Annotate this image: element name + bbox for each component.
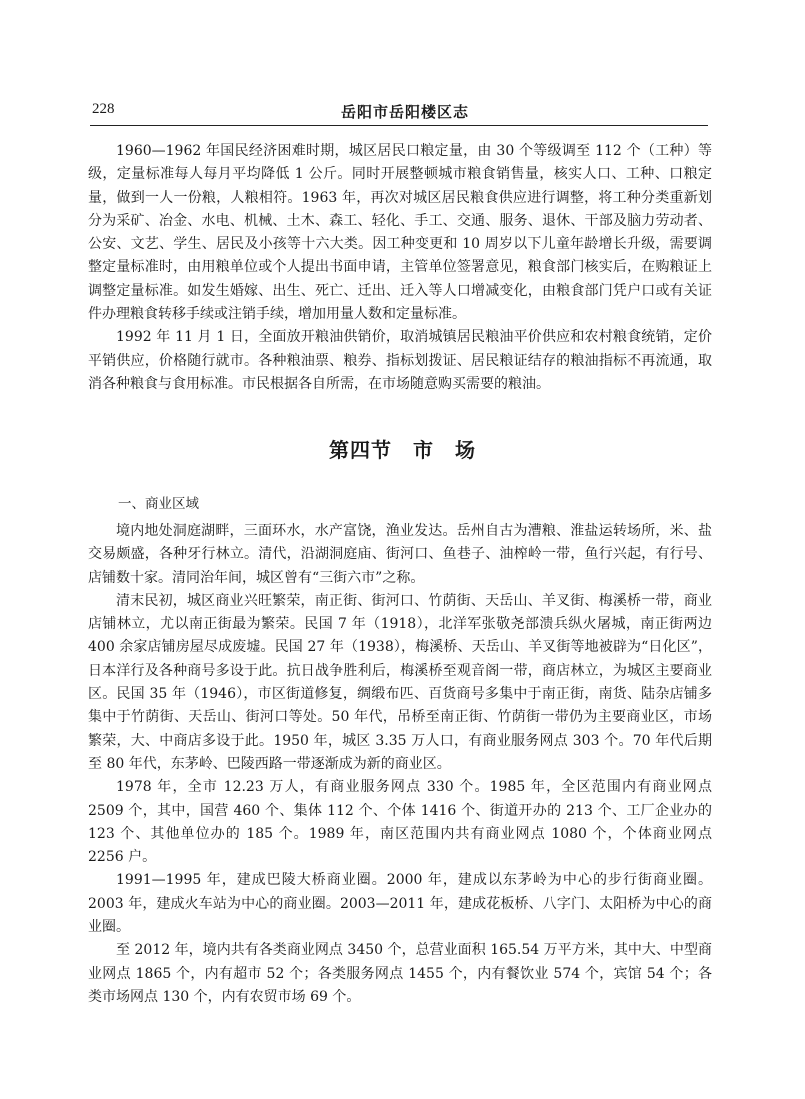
subsection-heading: 一、商业区域 — [118, 496, 199, 512]
page-number: 228 — [92, 101, 115, 117]
paragraph-grain-rationing-1960s: 1960—1962 年国民经济困难时期，城区居民口粮定量，由 30 个等级调至 112 个（工种）等级，定量标准每人每月平均降低 1 公斤。同时开展整顿城市粮食销售量，核实人口、工种、口粮定量，做到一人一份粮，人粮相符。1963 年，再次对城区居民粮食供应进行调整，将工种分类重新划分为采矿、冶金、水电、机械、土木、森工、轻化、手工、交通、服务、退休、干部及脑力劳动者、公安、文艺、学生、居民及小孩等十六大类。因工种变更和 10 周岁以下儿童年龄增长升级，需要调整定量标准时，由用粮单位或个人提出书面申请，主管单位签署意见，粮食部门核实后，在购粮证上调整定量标准。如发生婚嫁、出生、死亡、迁出、迁入等人口增减变化，由粮食部门凭户口或有关证件办理粮食转移手续或注销手续，增加用量人数和定量标准。 — [88, 143, 712, 323]
header-rule — [90, 125, 708, 126]
paragraph-1991-2011: 1991—1995 年，建成巴陵大桥商业圈。2000 年，建成以东茅岭为中心的步行街商业圈。2003 年，建成火车站为中心的商业圈。2003—2011 年，建成花板桥、八字门、太阳桥为中心的商业圈。 — [88, 872, 712, 936]
paragraph-grain-market-1992: 1992 年 11 月 1 日，全面放开粮油供销价，取消城镇居民粮油平价供应和农村粮食统销，定价平销供应，价格随行就市。各种粮油票、粮券、指标划拨证、居民粮证结存的粮油指标不再流通，取消各种粮食与食用标准。市民根据各自所需，在市场随意购买需要的粮油。 — [88, 329, 712, 392]
paragraph-late-qing-republic: 清末民初，城区商业兴旺繁荣，南正街、街河口、竹荫街、天岳山、羊叉街、梅溪桥一带，商业店铺林立，尤以南正街最为繁荣。民国 7 年（1918），北洋军张敬尧部溃兵纵火屠城，南正街两边 400 余家店铺房屋尽成废墟。民国 27 年（1938），梅溪桥、天岳山、羊叉街等地被辟为“日化区”，日本洋行及各种商号多设于此。抗日战争胜利后，梅溪桥至观音阁一带，商店林立，为城区主要商业区。民国 35 年（1946），市区街道修复，绸缎布匹、百货商号多集中于南正街，南货、陆杂店铺多集中于竹荫街、天岳山、街河口等处。50 年代，吊桥至南正街、竹荫街一带仍为主要商业区，市场繁荣，大、中商店多设于此。1950 年，城区 3.35 万人口，有商业服务网点 303 个。70 年代后期至 80 年代，东茅岭、巴陵西路一带逐渐成为新的商业区。 — [88, 592, 712, 772]
running-head: 岳阳市岳阳楼区志 — [341, 103, 470, 121]
commercial-area-text-block — [88, 520, 712, 1009]
intro-text-block — [88, 140, 712, 396]
section-title: 第四节 市 场 — [329, 438, 476, 462]
paragraph-geography: 境内地处洞庭湖畔，三面环水，水产富饶，渔业发达。岳州自古为漕粮、淮盐运转场所，米、盐交易颇盛，各种牙行林立。清代，沿湖洞庭庙、街河口、鱼巷子、油榨岭一带，鱼行兴起，有行号、店铺数十家。清同治年间，城区曾有“三街六市”之称。 — [88, 523, 712, 586]
paragraph-1978-1989: 1978 年，全市 12.23 万人，有商业服务网点 330 个。1985 年，全区范围内有商业网点 2509 个，其中，国营 460 个、集体 112 个、个体 1416 个、街道开办的 213 个、工厂企业办的 123 个、其他单位办的 185 个。1989 年，南区范围内共有商业网点 1080 个，个体商业网点 2256 户。 — [88, 779, 712, 866]
paragraph-2012: 至 2012 年，境内共有各类商业网点 3450 个，总营业面积 165.54 万平方米，其中大、中型商业网点 1865 个，内有超市 52 个；各类服务网点 1455 个，内有餐饮业 574 个，宾馆 54 个；各类市场网点 130 个，内有农贸市场 69 个。 — [88, 942, 712, 1005]
